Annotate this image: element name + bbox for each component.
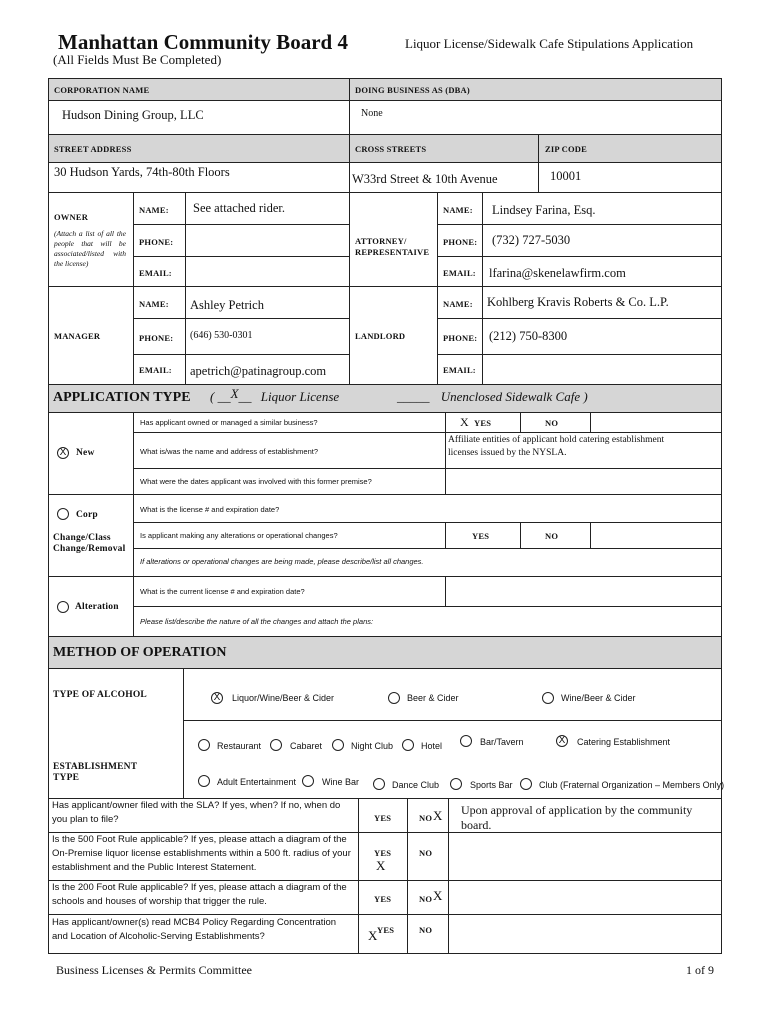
liquor-license-mark[interactable]: X bbox=[230, 386, 239, 401]
frame-right bbox=[721, 78, 722, 953]
q-500-foot-rule: Is the 500 Foot Rule applicable? If yes, please attach a diagram of the On-Premise liquor license establishments within a 500 ft. radius of your establishment and the Public Interest Statement. bbox=[52, 834, 351, 873]
est-club-option: Club (Fraternal Organization – Members Only) bbox=[539, 780, 725, 790]
est-winebar-radio[interactable] bbox=[302, 775, 314, 787]
est-cabaret-option: Cabaret bbox=[290, 741, 323, 751]
zip-code-label: ZIP CODE bbox=[545, 144, 587, 154]
establishment-type-label: ESTABLISHMENT TYPE bbox=[53, 762, 138, 783]
q2-answer[interactable]: Affiliate entities of applicant hold catering establishment licenses issued by the NYSLA. bbox=[448, 435, 665, 458]
est-adult-option: Adult Entertainment bbox=[217, 777, 297, 787]
dba-label: DOING BUSINESS AS (DBA) bbox=[355, 85, 470, 95]
q-sla-filed: Has applicant/owner filed with the SLA? If yes, when? If no, when do you plan to file? bbox=[52, 800, 341, 825]
q-200-foot-rule: Is the 200 Foot Rule applicable? If yes, please attach a diagram of the schools and houses of worship that trigger the rule. bbox=[52, 882, 347, 907]
corp-radio[interactable] bbox=[57, 508, 69, 520]
manager-name-label: NAME: bbox=[139, 299, 169, 309]
page-subtitle: (All Fields Must Be Completed) bbox=[53, 52, 222, 67]
landlord-name-label: NAME: bbox=[443, 299, 473, 309]
q-former-dates: What were the dates applicant was involved with this former premise? bbox=[140, 477, 372, 486]
cross-streets-label: CROSS STREETS bbox=[355, 144, 427, 154]
application-type-title: APPLICATION TYPE bbox=[53, 390, 191, 405]
change-label: Change/Class Change/Removal bbox=[53, 533, 126, 554]
manager-email-label: EMAIL: bbox=[139, 365, 172, 375]
attorney-name-value[interactable]: Lindsey Farina, Esq. bbox=[492, 203, 596, 217]
alcohol-liquor-radio[interactable]: X bbox=[211, 692, 223, 704]
est-bar-option: Bar/Tavern bbox=[480, 737, 524, 747]
est-hotel-radio[interactable] bbox=[402, 739, 414, 751]
sla-yes: YES bbox=[374, 813, 392, 823]
q5-yes: YES bbox=[472, 531, 490, 541]
alteration-label: Alteration bbox=[75, 602, 119, 612]
q1-yes: YES bbox=[474, 418, 492, 428]
cross-streets-value[interactable]: W33rd Street & 10th Avenue bbox=[352, 172, 498, 186]
application-type-choices: ( __X__ Liquor License bbox=[210, 386, 340, 404]
dba-value[interactable]: None bbox=[361, 108, 383, 119]
zip-code-value[interactable]: 10001 bbox=[550, 169, 582, 183]
new-radio[interactable]: X bbox=[57, 447, 69, 459]
frame-bottom bbox=[48, 953, 722, 954]
est-sportsbar-option: Sports Bar bbox=[470, 780, 513, 790]
landlord-phone-value[interactable]: (212) 750-8300 bbox=[489, 329, 568, 343]
page-number: 1 of 9 bbox=[686, 963, 714, 977]
q-describe-changes: If alterations or operational changes are being made, please describe/list all changes. bbox=[140, 557, 424, 566]
corp-label: Corp bbox=[76, 510, 98, 520]
corporation-name-value[interactable]: Hudson Dining Group, LLC bbox=[62, 108, 204, 122]
landlord-phone-label: PHONE: bbox=[443, 333, 478, 343]
q-establishment-name: What is/was the name and address of establishment? bbox=[140, 447, 319, 456]
manager-name-value[interactable]: Ashley Petrich bbox=[190, 298, 264, 312]
est-adult-radio[interactable] bbox=[198, 775, 210, 787]
attorney-email-value[interactable]: lfarina@skenelawfirm.com bbox=[489, 266, 626, 280]
landlord-label: LANDLORD bbox=[355, 331, 406, 341]
est-danceclub-radio[interactable] bbox=[373, 778, 385, 790]
est-danceclub-option: Dance Club bbox=[392, 780, 440, 790]
attorney-phone-value[interactable]: (732) 727-5030 bbox=[492, 233, 571, 247]
landlord-email-label: EMAIL: bbox=[443, 365, 476, 375]
sidewalk-cafe-option[interactable]: Unenclosed Sidewalk Cafe ) bbox=[440, 389, 588, 404]
est-nightclub-radio[interactable] bbox=[332, 739, 344, 751]
est-hotel-option: Hotel bbox=[421, 741, 443, 751]
sla-no-mark[interactable]: X bbox=[433, 808, 443, 823]
sidewalk-cafe-choice: _____ Unenclosed Sidewalk Cafe ) bbox=[397, 389, 588, 404]
attorney-email-label: EMAIL: bbox=[443, 268, 476, 278]
attorney-phone-label: PHONE: bbox=[443, 237, 478, 247]
policy-yes-mark[interactable]: X bbox=[368, 928, 378, 943]
policy-no: NO bbox=[419, 925, 433, 935]
est-restaurant-radio[interactable] bbox=[198, 739, 210, 751]
est-restaurant-option: Restaurant bbox=[217, 741, 262, 751]
street-address-value[interactable]: 30 Hudson Yards, 74th-80th Floors bbox=[54, 165, 230, 179]
manager-phone-label: PHONE: bbox=[139, 333, 174, 343]
alcohol-liquor-option: Liquor/Wine/Beer & Cider bbox=[232, 693, 335, 703]
sla-answer[interactable]: Upon approval of application by the community board. bbox=[461, 803, 693, 832]
200ft-yes: YES bbox=[374, 894, 392, 904]
manager-email-value[interactable]: apetrich@patinagroup.com bbox=[190, 364, 327, 378]
est-cabaret-radio[interactable] bbox=[270, 739, 282, 751]
est-club-radio[interactable] bbox=[520, 778, 532, 790]
owner-note: (Attach a list of all the people that will be associated/listed with the license) bbox=[54, 229, 126, 268]
liquor-license-option[interactable]: Liquor License bbox=[260, 389, 340, 404]
owner-name-value[interactable]: See attached rider. bbox=[193, 201, 285, 215]
alcohol-wine-radio[interactable] bbox=[542, 692, 554, 704]
alteration-radio[interactable] bbox=[57, 601, 69, 613]
type-of-alcohol-label: TYPE OF ALCOHOL bbox=[53, 690, 147, 700]
frame-left bbox=[48, 78, 49, 953]
form-name: Liquor License/Sidewalk Cafe Stipulations Application bbox=[405, 36, 694, 51]
q-nature-changes: Please list/describe the nature of all the changes and attach the plans: bbox=[140, 617, 374, 626]
est-winebar-option: Wine Bar bbox=[322, 777, 360, 787]
page-title: Manhattan Community Board 4 bbox=[58, 30, 348, 54]
alcohol-wine-option: Wine/Beer & Cider bbox=[561, 693, 636, 703]
owner-label: OWNER bbox=[54, 212, 89, 222]
q5-no: NO bbox=[545, 531, 559, 541]
200ft-no: NO bbox=[419, 894, 433, 904]
corporation-name-label: CORPORATION NAME bbox=[54, 85, 150, 95]
owner-email-label: EMAIL: bbox=[139, 268, 172, 278]
attorney-name-label: NAME: bbox=[443, 205, 473, 215]
sla-no: NO bbox=[419, 813, 433, 823]
est-bar-radio[interactable] bbox=[460, 735, 472, 747]
q-alterations: Is applicant making any alterations or operational changes? bbox=[140, 531, 338, 540]
manager-phone-value[interactable]: (646) 530-0301 bbox=[190, 330, 253, 341]
q1-yes-mark[interactable]: X bbox=[460, 415, 469, 429]
policy-yes: YES bbox=[377, 925, 395, 935]
attorney-label: ATTORNEY/ REPRESENTAIVE bbox=[355, 236, 430, 257]
est-catering-option: Catering Establishment bbox=[577, 737, 671, 747]
q-current-license: What is the current license # and expiration date? bbox=[140, 587, 305, 596]
q-similar-business: Has applicant owned or managed a similar business? bbox=[140, 418, 318, 427]
200ft-no-mark[interactable]: X bbox=[433, 888, 443, 903]
est-sportsbar-radio[interactable] bbox=[450, 778, 462, 790]
q-mcb4-policy: Has applicant/owner(s) read MCB4 Policy Regarding Concentration and Location of Alcoholic-Serving Establishments? bbox=[52, 917, 337, 942]
manager-label: MANAGER bbox=[54, 331, 101, 341]
500ft-no: NO bbox=[419, 848, 433, 858]
method-of-operation-title: METHOD OF OPERATION bbox=[53, 645, 227, 660]
new-label: New bbox=[76, 448, 95, 458]
500ft-yes-mark[interactable]: X bbox=[376, 858, 386, 873]
500ft-yes: YES bbox=[374, 848, 392, 858]
est-nightclub-option: Night Club bbox=[351, 741, 394, 751]
landlord-name-value[interactable]: Kohlberg Kravis Roberts & Co. L.P. bbox=[487, 295, 669, 309]
q-license-expiration: What is the license # and expiration date? bbox=[140, 505, 280, 514]
street-address-label: STREET ADDRESS bbox=[54, 144, 132, 154]
alcohol-beer-radio[interactable] bbox=[388, 692, 400, 704]
est-catering-radio[interactable]: X bbox=[556, 735, 568, 747]
footer-committee: Business Licenses & Permits Committee bbox=[56, 963, 252, 977]
q1-no: NO bbox=[545, 418, 559, 428]
alcohol-beer-option: Beer & Cider bbox=[407, 693, 459, 703]
owner-name-label: NAME: bbox=[139, 205, 169, 215]
owner-phone-label: PHONE: bbox=[139, 237, 174, 247]
frame-top bbox=[48, 78, 722, 79]
